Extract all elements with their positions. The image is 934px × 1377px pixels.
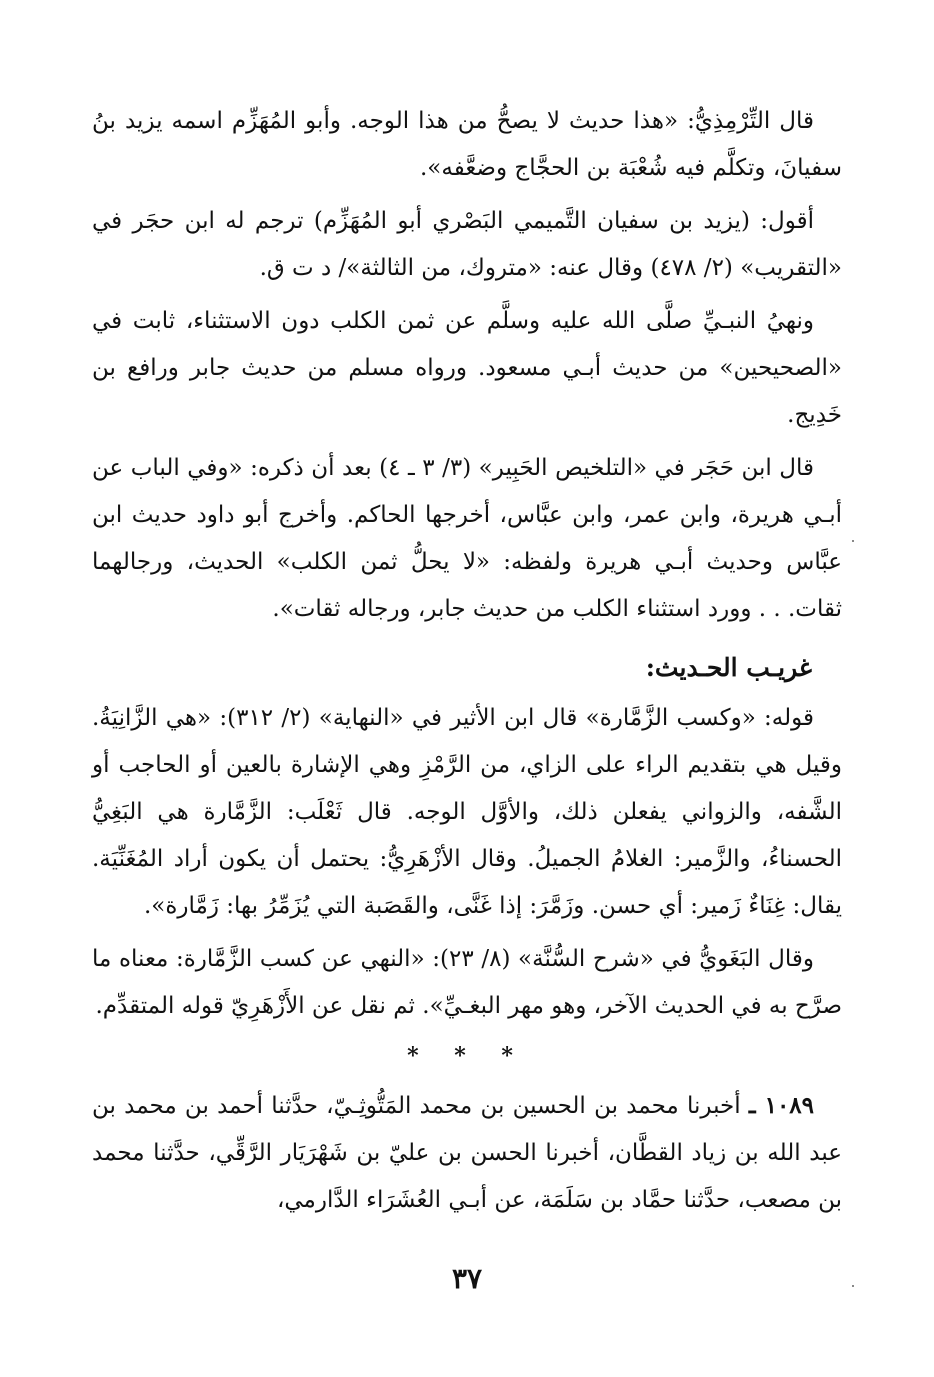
hadith-paragraph (92, 1082, 842, 1224)
margin-speck (852, 1285, 854, 1287)
paragraph-tirmidhi: قال التِّرْمِذِيُّ: «هذا حديث لا يصحُّ من هذا الوجه. وأبو المُهَزِّم اسمه يزيد بنُ سفيانَ، وتكلَّم فيه شُعْبَة بن الحجَّاج وضعَّفه». (92, 108, 842, 181)
paragraph-aqool: أقول: (يزيد بن سفيان التَّميمي البَصْري أبو المُهَزِّم) ترجم له ابن حجَر في «التقريب» (٢/ ٤٧٨) وقال عنه: «متروك، من الثالثة»/ د ت ق. (92, 208, 842, 281)
hadith-number: ١٠٨٩ ـ (748, 1092, 815, 1119)
page-content (92, 98, 842, 1230)
page-number: ٣٧ (451, 1262, 483, 1295)
hadith-text: أخبرنا محمد بن الحسين بن محمد المَتُّوثِـيّ، حدَّثنا أحمد بن محمد بن عبد الله بن زياد القطَّان، أخبرنا الحسن بن عليّ بن شَهْرَيَار الرَّقِّي، حدَّثنا محمد بن مصعب، حدَّثنا حمَّاد بن سَلَمَة، عن أبـي العُشَرَاء الدَّارمي، (92, 1093, 842, 1213)
paragraph-zammara: قوله: «وكسب الزَّمَّارة» قال ابن الأثير في «النهاية» (٢/ ٣١٢): «هي الزَّانِيَةُ. وقيل هي بتقديم الراء على الزاي، من الرَّمْزِ وهي الإشارة بالعين أو الحاجب أو الشَّفه، والزواني يفعلن ذلك، والأوَّل الوجه. قال ثَعْلَب: الزَّمَّارة هي البَغِيُّ الحسناءُ، والزَّمير: الغلامُ الجميلُ. وقال الأزْهَرِيُّ: يحتمل أن يكون أراد المُغَنِّيَة. يقال: غِنَاءٌ زَمير: أي حسن. وزَمَّرَ: إذا غَنَّى، والقَصَبة التي يُزَمِّرُ بها: زَمَّارة». (92, 705, 842, 919)
section-separator: * * * (407, 1043, 527, 1069)
paragraph-ibn-hajar: قال ابن حَجَر في «التلخيص الحَبِير» (٣/ ٣ ـ ٤) بعد أن ذكره: «وفي الباب عن أبـي هريرة، وابن عمر، وابن عبَّاس، أخرجها الحاكم. وأخرج أبو داود حديث ابن عبَّاس وحديث أبـي هريرة ولفظه: «لا يحلُّ ثمن الكلب» الحديث، ورجالهما ثقات. . . وورد استثناء الكلب من حديث جابر، ورجاله ثقات». (92, 455, 842, 622)
margin-speck (852, 540, 854, 542)
paragraph-nahy: ونهيُ النبـيِّ صلَّى الله عليه وسلَّم عن ثمن الكلب دون الاستثناء، ثابت في «الصحيحين» من حديث أبـي مسعود. ورواه مسلم من حديث جابر ورافع بن خَدِيج. (92, 308, 842, 428)
section-heading: غريـب الحـديث: (645, 653, 812, 682)
paragraph-baghawi: وقال البَغَويُّ في «شرح السُّنَّة» (٨/ ٢٣): «النهي عن كسب الزَّمَّارة: معناه ما صرَّح به في الحديث الآخر، وهو مهر البغـيِّ». ثم نقل عن الأَزْهَرِيّ قوله المتقدِّم. (92, 946, 842, 1019)
